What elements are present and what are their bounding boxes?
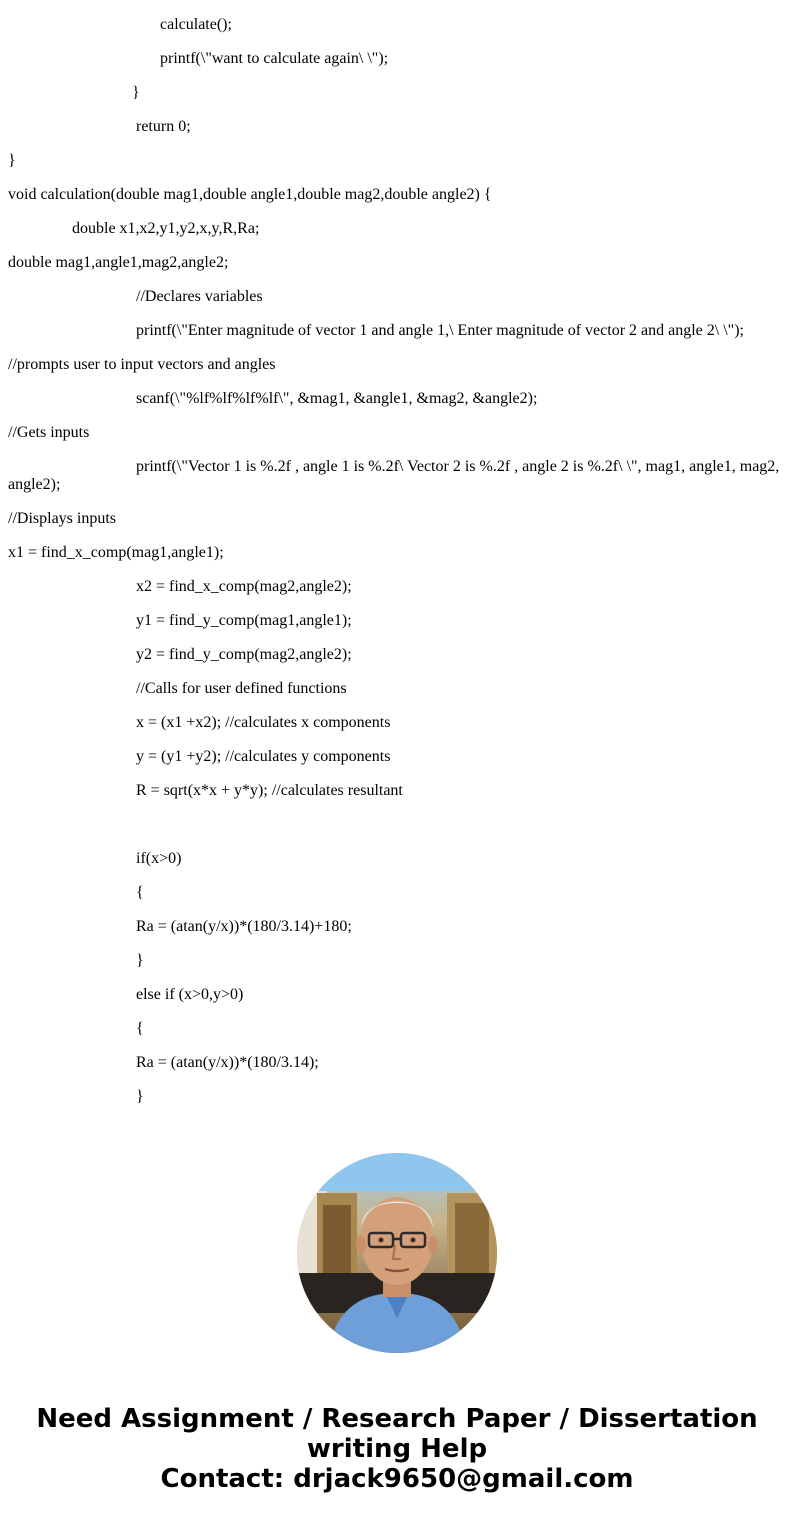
author-avatar xyxy=(297,1153,497,1353)
code-line: if(x>0) xyxy=(136,850,182,867)
code-line: x2 = find_x_comp(mag2,angle2); xyxy=(136,578,352,595)
code-line: y2 = find_y_comp(mag2,angle2); xyxy=(136,646,352,663)
code-line: return 0; xyxy=(136,118,191,135)
author-portrait-image xyxy=(297,1153,497,1353)
code-line: x1 = find_x_comp(mag1,angle1); xyxy=(8,544,224,561)
code-comment: //Calls for user defined functions xyxy=(136,680,347,697)
code-comment: //Declares variables xyxy=(136,288,263,305)
promo-line-1: Need Assignment / Research Paper / Dissertation xyxy=(36,1404,758,1434)
code-comment: //prompts user to input vectors and angles xyxy=(8,356,276,373)
code-line: Ra = (atan(y/x))*(180/3.14)+180; xyxy=(136,918,352,935)
code-line: printf(\"Enter magnitude of vector 1 and angle 1,\ Enter magnitude of vector 2 and angle 2\ \"); xyxy=(136,322,744,339)
code-comment: //Gets inputs xyxy=(8,424,90,441)
code-line: y1 = find_y_comp(mag1,angle1); xyxy=(136,612,352,629)
code-line: printf(\"Vector 1 is %.2f , angle 1 is %.2f\ Vector 2 is %.2f , angle 2 is %.2f\ \", mag1, angle1, mag2, angle2); xyxy=(8,458,780,493)
code-line: } xyxy=(136,952,144,969)
code-line: Ra = (atan(y/x))*(180/3.14); xyxy=(136,1054,319,1071)
code-line: } xyxy=(132,84,140,101)
code-line: double mag1,angle1,mag2,angle2; xyxy=(8,254,229,271)
code-line: printf(\"want to calculate again\ \"); xyxy=(160,50,389,67)
code-comment: //Displays inputs xyxy=(8,510,117,527)
code-line: else if (x>0,y>0) xyxy=(136,986,244,1003)
code-line: void calculation(double mag1,double angle1,double mag2,double angle2) { xyxy=(8,186,492,203)
code-line: } xyxy=(8,152,16,169)
code-line: R = sqrt(x*x + y*y); //calculates resultant xyxy=(136,782,403,799)
code-line: double x1,x2,y1,y2,x,y,R,Ra; xyxy=(72,220,260,237)
code-line: { xyxy=(136,1020,144,1037)
code-line: calculate(); xyxy=(160,16,232,33)
promo-line-2: writing Help xyxy=(306,1434,488,1464)
code-line: } xyxy=(136,1088,144,1105)
code-line: scanf(\"%lf%lf%lf%lf\", &mag1, &angle1, &mag2, &angle2); xyxy=(136,390,538,407)
code-line: { xyxy=(136,884,144,901)
promo-contact: Contact: drjack9650@gmail.com xyxy=(160,1464,634,1494)
code-line: y = (y1 +y2); //calculates y components xyxy=(136,748,391,765)
code-line: x = (x1 +x2); //calculates x components xyxy=(136,714,391,731)
